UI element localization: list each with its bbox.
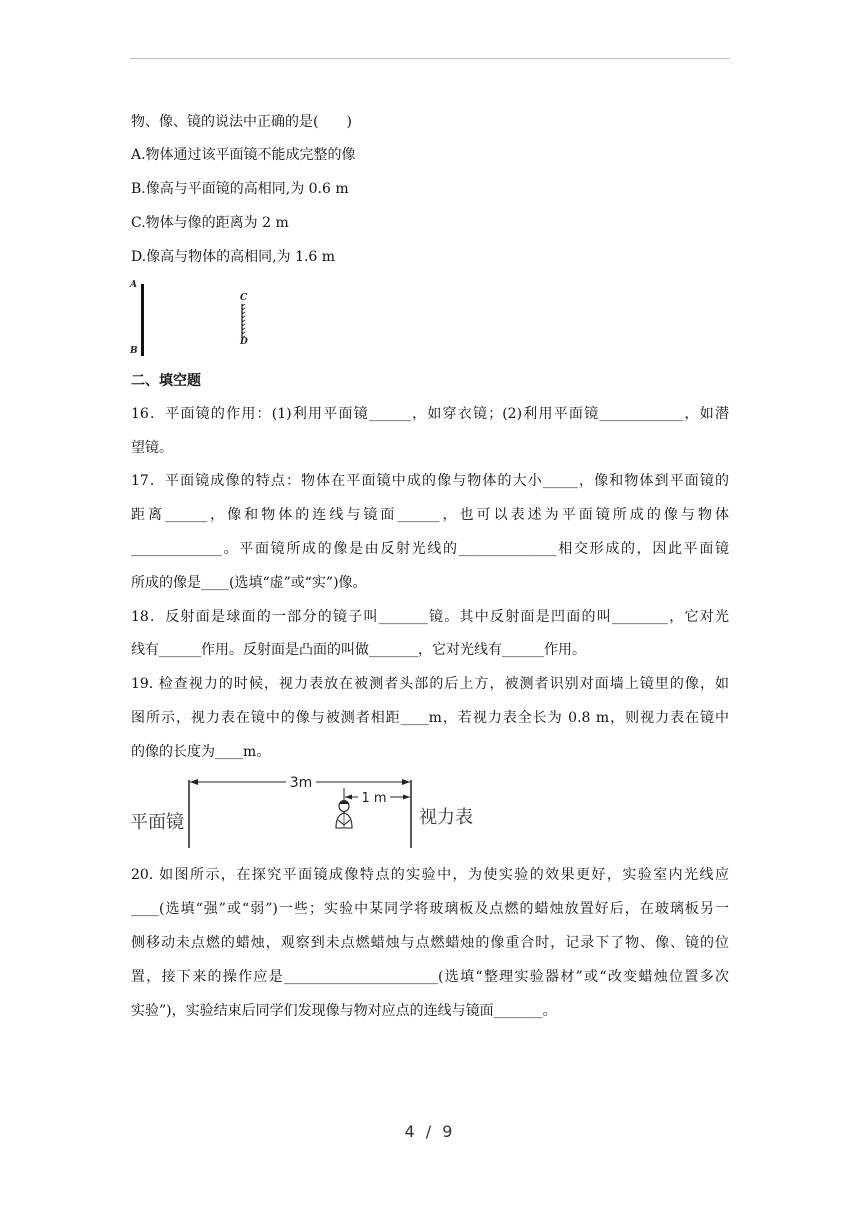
q16-line-1: 16．平面镜的作用：(1)利用平面镜______，如穿衣镜；(2)利用平面镜____________，如潜	[131, 406, 729, 422]
q16-line-2: 望镜。	[131, 440, 173, 456]
dimension-3m-label: 3m	[289, 775, 313, 791]
q19-line-2: 图所示，视力表在镜中的像与被测者相距____m，若视力表全长为 0.8 m，则视力表在镜中	[131, 710, 729, 726]
point-a-label: A	[130, 280, 137, 290]
q17-line-4: 所成的像是____(选填“虚”或“实”)像。	[131, 575, 367, 591]
q15-option-a: A.物体通过该平面镜不能成完整的像	[131, 147, 356, 163]
section-heading: 二、填空题	[131, 373, 201, 389]
arrow-left-3m	[190, 779, 198, 785]
q19-figure	[128, 770, 488, 850]
arrow-right-3m	[402, 779, 410, 785]
q15-option-d: D.像高与物体的高相同,为 1.6 m	[131, 249, 336, 265]
eye-test-diagram	[128, 770, 488, 850]
q17-line-3: _____________。平面镜所成的像是由反射光线的______________相交形成的，因此平面镜	[131, 541, 729, 557]
q20-line-2: ____(选填“强”或“弱”)一些；实验中某同学将玻璃板及点燃的蜡烛放置好后，在玻璃板另一	[131, 901, 729, 917]
q15-option-c: C.物体与像的距离为 2 m	[131, 215, 289, 231]
mirror-label: 平面镜	[130, 812, 184, 833]
q15-option-b: B.像高与平面镜的高相同,为 0.6 m	[131, 181, 349, 197]
q19-line-1: 19. 检查视力的时候，视力表放在被测者头部的后上方，被测者识别对面墙上镜里的像，如	[131, 676, 729, 692]
mirror-cd-graphic	[238, 304, 248, 340]
q20-line-3: 侧移动未点燃的蜡烛，观察到未点燃蜡烛与点燃蜡烛的像重合时，记录下了物、像、镜的位	[131, 935, 729, 951]
object-ab-bar	[141, 284, 144, 356]
q17-line-1: 17．平面镜成像的特点：物体在平面镜中成的像与物体的大小_____，像和物体到平面镜的	[131, 473, 729, 489]
point-d-label: D	[240, 337, 248, 347]
page-number: 4 / 9	[404, 1122, 456, 1141]
q20-line-4: 置，接下来的操作应是______________________(选填“整理实验器材”或“改变蜡烛位置多次	[131, 969, 729, 985]
arrow-left-1m	[345, 795, 352, 800]
q18-line-1: 18．反射面是球面的一部分的镜子叫_______镜。其中反射面是凹面的叫________，它对光	[131, 609, 729, 625]
q15-figure	[126, 278, 266, 360]
q15-stem: 物、像、镜的说法中正确的是( )	[131, 114, 352, 130]
q18-line-2: 线有______作用。反射面是凸面的叫做_______，它对光线有______作用。	[131, 642, 586, 658]
point-b-label: B	[130, 346, 138, 356]
point-c-label: C	[240, 293, 248, 303]
q20-line-1: 20. 如图所示，在探究平面镜成像特点的实验中，为使实验的效果更好，实验室内光线应	[131, 867, 729, 883]
q17-line-2: 距离______，像和物体的连线与镜面______，也可以表述为平面镜所成的像与物体	[131, 507, 729, 523]
arrow-right-1m	[403, 795, 410, 800]
person-figure	[336, 801, 352, 829]
dimension-1m-label: 1 m	[361, 791, 387, 806]
q20-line-5: 实验”)，实验结束后同学们发现像与物对应点的连线与镜面_______。	[131, 1003, 557, 1019]
header-rule	[130, 58, 730, 59]
q19-line-3: 的像的长度为____m。	[131, 744, 271, 760]
chart-label: 视力表	[419, 807, 473, 828]
